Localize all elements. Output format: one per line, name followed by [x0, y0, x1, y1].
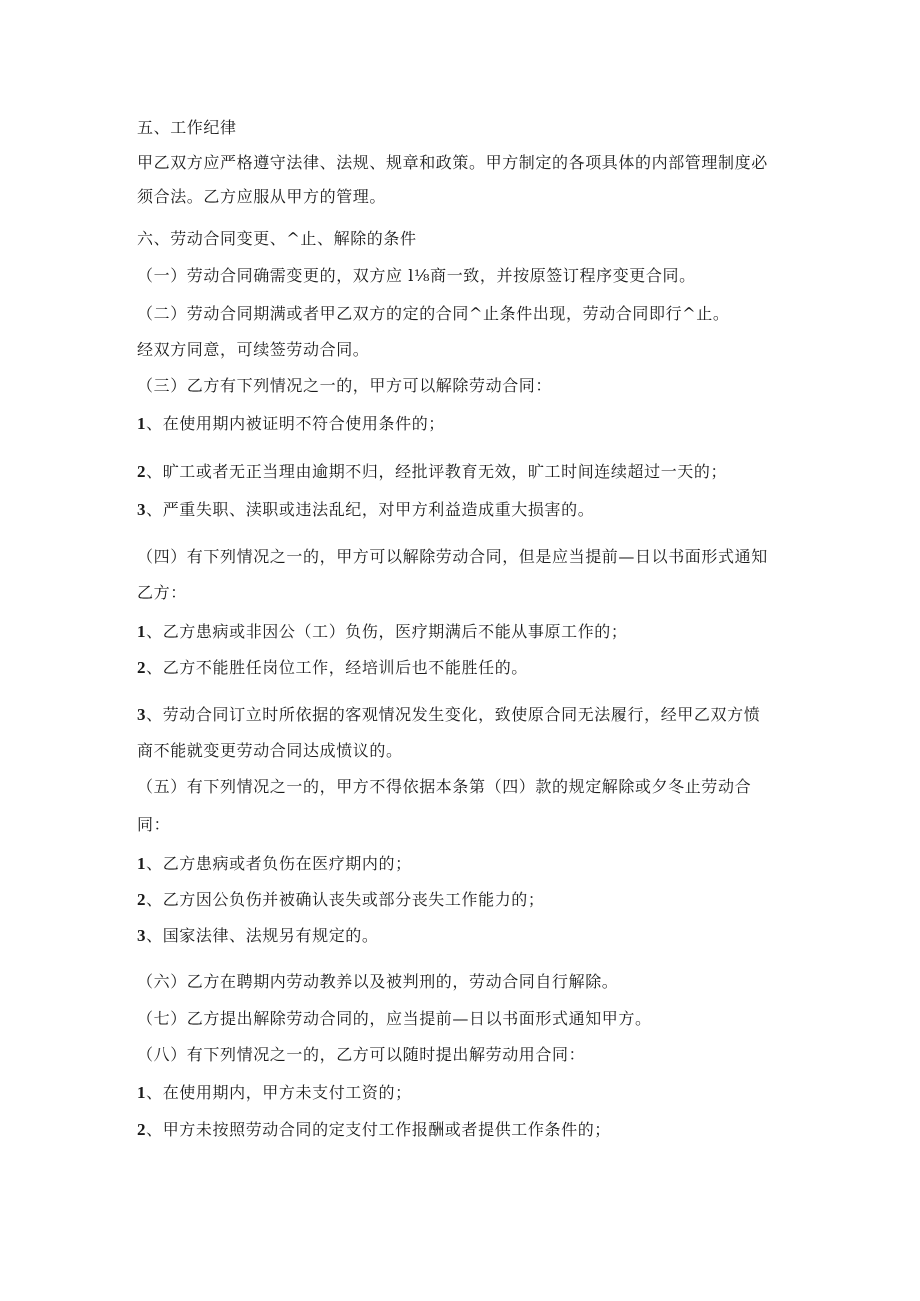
list-item: 2、乙方不能胜任岗位工作，经培训后也不能胜任的。 [137, 658, 528, 677]
paragraph-line: 同： [137, 815, 171, 834]
list-item: 3、国家法律、法规另有规定的。 [137, 926, 379, 945]
list-item: 2、乙方因公负伤并被确认丧失或部分丧失工作能力的； [137, 890, 545, 909]
paragraph-line: 商不能就变更劳动合同达成愤议的。 [137, 741, 403, 760]
list-item: 2、甲方未按照劳动合同的定支付工作报酬或者提供工作条件的； [137, 1120, 611, 1139]
clause-line: （六）乙方在聘期内劳动教养以及被判刑的，劳动合同自行解除。 [137, 972, 619, 991]
clause-line: （七）乙方提出解除劳动合同的，应当提前—日以书面形式通知甲方。 [137, 1009, 652, 1028]
paragraph-line: 须合法。乙方应服从甲方的管理。 [137, 187, 387, 206]
clause-line: （八）有下列情况之一的，乙方可以随时提出解劳动用合同： [137, 1045, 586, 1064]
list-item: 1、乙方患病或非因公（工）负伤，医疗期满后不能从事原工作的； [137, 622, 628, 641]
section-heading: 五、工作纪律 [137, 118, 237, 137]
paragraph-line: 经双方同意，可续签劳动合同。 [137, 340, 370, 359]
paragraph-line: 乙方： [137, 583, 187, 602]
list-item: 1、乙方患病或者负伤在医疗期内的； [137, 854, 412, 873]
list-item: 3、劳动合同订立时所依据的客观情况发生变化，致使原合同无法履行，经甲乙双方愤 [137, 705, 761, 724]
clause-line: （二）劳动合同期满或者甲乙双方的定的合同^止条件出现，劳动合同即行^止。 [137, 304, 730, 323]
clause-line: （一）劳动合同确需变更的，双方应 l⅛商一致，并按原签订程序变更合同。 [137, 266, 696, 285]
paragraph-line: 甲乙双方应严格遵守法律、法规、规章和政策。甲方制定的各项具体的内部管理制度必 [137, 153, 768, 172]
list-item: 1、在使用期内，甲方未支付工资的； [137, 1083, 412, 1102]
list-item: 1、在使用期内被证明不符合使用条件的； [137, 414, 445, 433]
list-item: 2、旷工或者无正当理由逾期不归，经批评教育无效，旷工时间连续超过一天的； [137, 462, 728, 481]
section-heading: 六、劳动合同变更、^止、解除的条件 [137, 229, 417, 248]
clause-line: （五）有下列情况之一的，甲方不得依据本条第（四）款的规定解除或夕冬止劳动合 [137, 777, 752, 796]
clause-line: （三）乙方有下列情况之一的，甲方可以解除劳动合同： [137, 376, 553, 395]
clause-line: （四）有下列情况之一的，甲方可以解除劳动合同，但是应当提前—日以书面形式通知 [137, 547, 768, 566]
list-item: 3、严重失职、渎职或违法乱纪，对甲方利益造成重大损害的。 [137, 500, 595, 519]
